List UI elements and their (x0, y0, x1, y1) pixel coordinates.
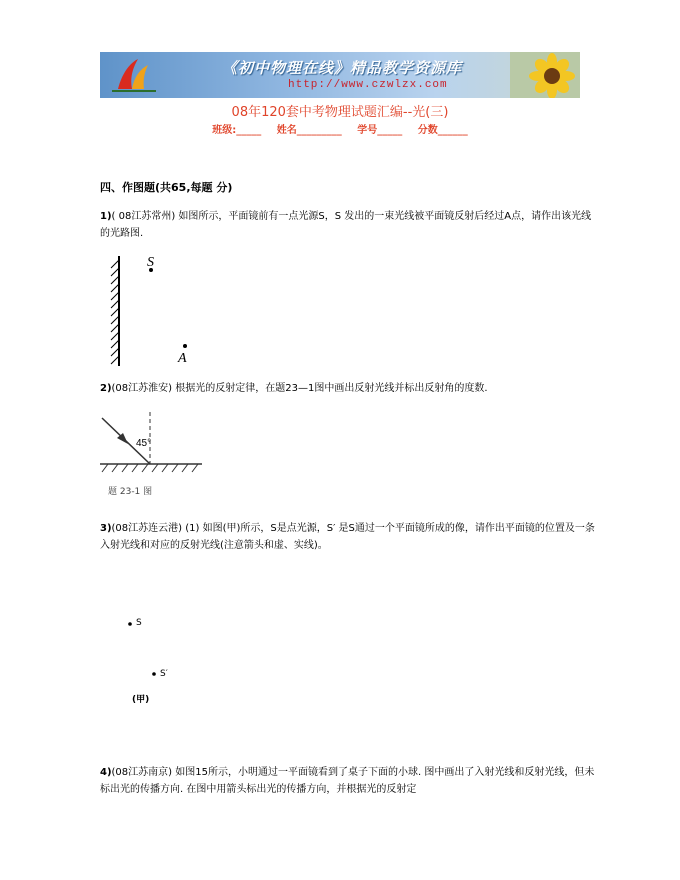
label-a: A (178, 351, 187, 366)
label-s: S (136, 618, 142, 628)
question-number: 3) (100, 523, 112, 534)
score-field: 分数______ (417, 125, 468, 136)
question-number: 1) (100, 211, 112, 222)
angle-label: 45° (136, 438, 152, 449)
question-text: (08江苏南京) 如图15所示，小明通过一平面镜看到了桌子下面的小球. 图中画出了入射光线和反射光线，但未标出光的传播方向. 在图中用箭头标出光的传播方向，并根据光的反射定 (100, 767, 595, 795)
question-number: 2) (100, 383, 112, 394)
question-text: ( 08江苏常州) 如图所示，平面镜前有一点光源S，S 发出的一束光线被平面镜反射后经过A点，请作出该光线的光路图. (100, 211, 592, 239)
question-text: (08江苏淮安) 根据光的反射定律，在题23—1图中画出反射光线并标出反射角的度数. (111, 383, 488, 394)
point-image-diagram-3 (120, 612, 200, 712)
question-text: (08江苏连云港) (1) 如图(甲)所示，S是点光源，S′ 是S通过一个平面镜所成的像，请作出平面镜的位置及一条入射光线和对应的反射光线(注意箭头和虚、实线)。 (100, 523, 595, 551)
figure-caption: 题 23-1 图 (108, 487, 153, 497)
image-point-s-prime (152, 672, 156, 676)
figure-caption: (甲) (132, 695, 150, 705)
student-number-field: 学号_____ (357, 125, 403, 136)
label-s: S (147, 255, 154, 270)
name-field: 姓名_________ (276, 125, 342, 136)
label-s-prime: S′ (160, 669, 168, 679)
sunflower-icon (510, 52, 580, 98)
point-a (183, 344, 187, 348)
question-4 (100, 764, 600, 798)
page-title: 08年120套中考物理试题汇编--光(三) (231, 105, 449, 120)
section-heading: 四、作图题(共65,每题 分) (100, 181, 233, 194)
mirror-diagram-1 (105, 250, 205, 370)
question-3 (100, 520, 600, 554)
question-number: 4) (100, 767, 112, 778)
header-banner (100, 52, 580, 98)
student-info-line (0, 121, 680, 136)
site-logo-icon (104, 55, 174, 95)
banner-url: http://www.czwlzx.com (288, 79, 448, 91)
question-2 (100, 380, 600, 397)
reflection-diagram-2 (98, 408, 208, 500)
question-1 (100, 208, 600, 242)
banner-title: 《初中物理在线》精品教学资源库 (222, 59, 463, 77)
point-source-s (128, 622, 132, 626)
class-field: 班级:_____ (212, 125, 262, 136)
